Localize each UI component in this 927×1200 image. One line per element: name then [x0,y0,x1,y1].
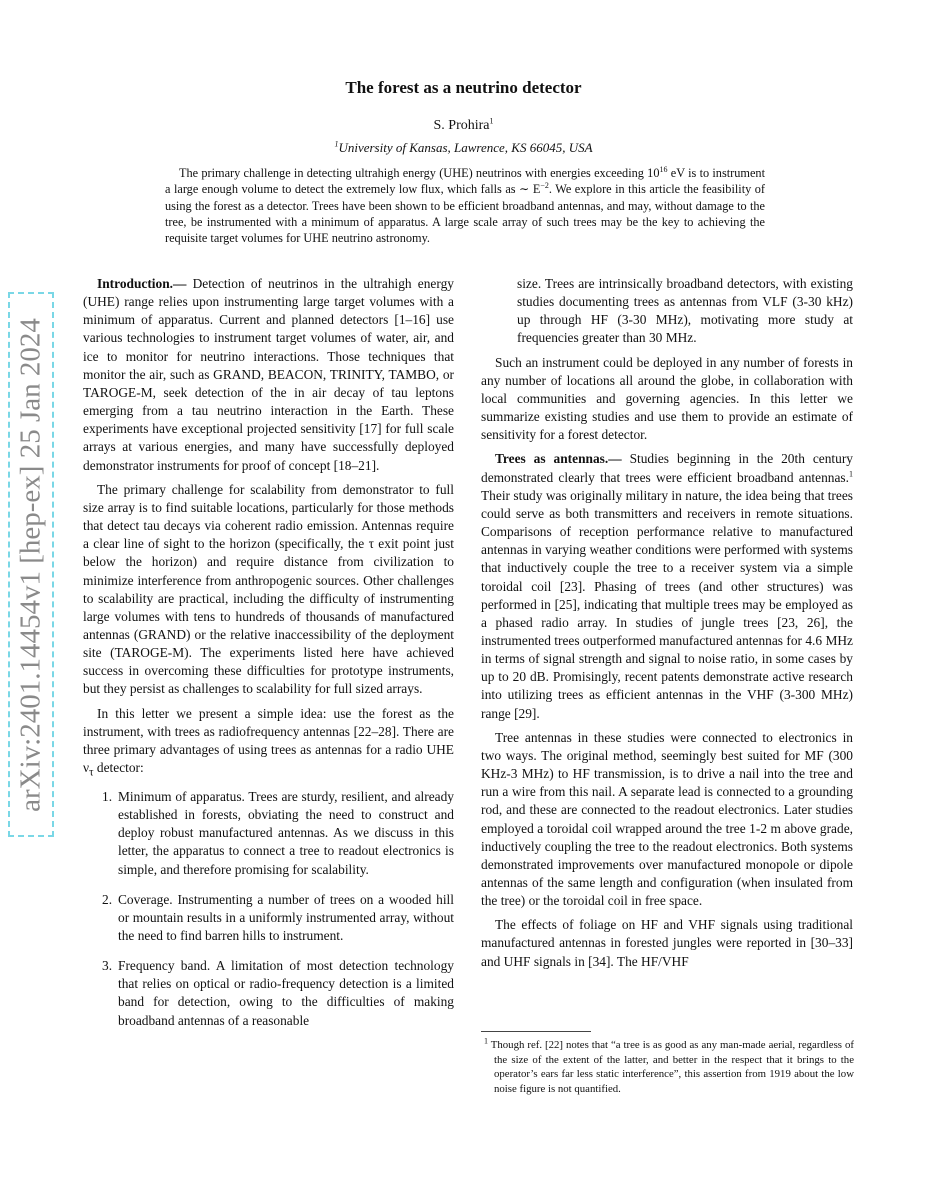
abstract-exponent-2: −2 [540,181,549,191]
footnote-rule [481,1031,591,1032]
paper-title: The forest as a neutrino detector [345,78,582,97]
trees-paragraph [481,450,853,722]
intro-run-in-head: Introduction.— [97,276,187,291]
right-column [481,275,853,971]
footnote-ref: 1 [849,469,853,479]
list-item-number: 2. [102,891,113,907]
list-item-text: Minimum of apparatus. Trees are sturdy, resilient, and already established in forests, obviating the need to construct and deploy robust manufactured antennas. As we discuss in this letter, the apparatus to connect a tree to readout electronics is simple, and therefore promising for scalability. [118,788,454,877]
affiliation [0,140,927,156]
affil-mark: 1 [334,139,339,149]
footnote-body: Though ref. [22] notes that “a tree is as good as any man-made aerial, regardless of the size of the extent of the latter, and better in the respect that it brings to the operator’s ears far less static interference”, this assertion from 1919 about the low noise figure is not quantified. [488,1039,854,1095]
list-item-text: Coverage. Instrumenting a number of trees on a wooded hill or mountain results in a uniformly instrumented array, without the need to find barren hills to instrument. [118,891,454,943]
trees-text-b: Their study was originally military in nature, the idea being that trees could serve as both transmitters and receivers in remote situations. Comparisons of reception performance relative to manufactured antennas in varying weather conditions were performed with systems that inductively couple the tree to a receiver system via a simple toroidal coil [23]. Phasing of trees (and other structures) was performed in [25], indicating that multiple trees may be employed as a phased radio array. In studies of jungle trees [23, 26], the instrumented trees outperformed manufactured antennas for 4.6 MHz in terms of signal strength and signal to noise ratio, in some cases by up to 20 dB. Promisingly, recent patents demonstrate active research into utilizing trees as efficient antennas in the VHF (3-300 MHz) range [29]. [481,487,853,721]
author-name: S. Prohira [433,118,490,133]
intro-paragraph [83,275,454,475]
trees-run-in-head: Trees as antennas.— [495,451,622,467]
list-item [83,957,454,1030]
arxiv-sidebar-stamp [8,292,54,837]
abstract [165,165,765,246]
deployment-paragraph: Such an instrument could be deployed in any number of forests in any number of locations all around the globe, in collaboration with local communities and governing agencies. In this letter we summarize existing studies and use them to provide an estimate of sensitivity for a forest detector. [481,354,853,443]
challenge-paragraph: The primary challenge for scalability from demonstrator to full size array is to find suitable locations, particularly for those methods that detect tau decays via coherent radio emission. Antennas require a clear line of sight to the horizon (specifically, the τ exit point just below the horizon) and require distance from civilization to minimize interference from anthropogenic sources. Other challenges to scalability are practical, including the difficulty of instrumenting large volumes with tens to hundreds of thousands of manufactured antennas (GRAND) or the relative inaccessibility of the deployment site (TAROGE-M). The experiments listed here have achieved success in overcoming these difficulties for prototype instruments, but they persist as challenges to scalability for full sized arrays. [83,481,454,697]
proposal-end: detector: [93,760,144,776]
list-item-text: Frequency band. A limitation of most detection technology that relies on optical or radio-frequency detection is a limited band for detection, owing to the difficulties of making broadband antennas of a reasonable [118,958,454,1028]
arxiv-identifier: arXiv:2401.14454v1 [hep-ex] 25 Jan 2024 [14,317,47,812]
list-item [83,891,454,945]
footnote-mark: 1 [484,1036,488,1046]
list-item-number: 1. [102,788,113,804]
advantages-list [83,788,454,1030]
abstract-exponent: 16 [659,164,668,174]
abstract-part-b: eV is to instrument a large enough volume to detect the extremely low flux, which falls as ∼ E [165,166,765,197]
footnote-text [484,1038,854,1096]
abstract-part-a: The primary challenge in detecting ultrahigh energy (UHE) neutrinos with energies exceeding 10 [179,166,660,180]
list-item [83,788,454,879]
proposal-text: In this letter we present a simple idea: use the forest as the instrument, with trees as radiofrequency antennas [22–28]. There are three primary advantages of using trees as antennas for a radio UHE ν [83,705,454,776]
intro-text: Detection of neutrinos in the ultrahigh energy (UHE) range relies upon instrumenting large target volumes with a minimum of apparatus. Current and planned detectors [1–16] use various technologies to instrument target volumes of water, air, and ice to monitor for neutrino interactions. Those techniques that monitor the air, such as GRAND, BEACON, TRINITY, TAMBO, or TAROGE-M, seek detection of the in air decay of tau leptons emerging from a tau neutrino interaction in the Earth. These experiments have exceptional projected sensitivity [17] for full scale arrays at various energies, and many have successfully deployed demonstrator instruments for proof of concept [18–21]. [83,276,454,473]
footnote [484,1038,854,1096]
list-item-continuation: size. Trees are intrinsically broadband detectors, with existing studies documenting trees as antennas from VLF (3-30 kHz) up through HF (3-30 MHz), motivating more study at frequencies greater than 30 MHz. [517,276,853,346]
affiliation-text: University of Kansas, Lawrence, KS 66045, USA [338,140,593,155]
tau-subscript: τ [89,766,94,779]
author-line [0,118,927,134]
author-affil-mark: 1 [489,116,494,126]
left-column [83,275,454,1030]
trees-text-a: Studies beginning in the 20th century demonstrated clearly that trees were efficient broadband antennas. [481,451,853,485]
connection-paragraph: Tree antennas in these studies were connected to electronics in two ways. The original method, seemingly best suited for MF (300 KHz-3 MHz) to HF transmission, is to drive a nail into the tree and run a wire from this nail. A separate lead is connected to a grounding rod, and these are connected to the readout electronics. Later studies employed a toroidal coil wrapped around the tree 1-2 m above grade, inductively coupling the tree to the readout electronics. Both systems demonstrated improvements over manufactured monopole or dipole antennas of the same length and configuration (when insulated from the tree) or the toroidal coil in free space. [481,729,853,909]
list-item-number: 3. [102,958,113,974]
foliage-paragraph: The effects of foliage on HF and VHF signals using traditional manufactured antennas in forested jungles were reported in [30–33] and UHF signals in [34]. The HF/VHF [481,917,853,969]
proposal-paragraph [83,705,454,782]
abstract-part-c: . We explore in this article the feasibility of using the forest as a detector. Trees have been shown to be efficient broadband antennas, and may, without damage to the tree, be instrumented with a minimum of apparatus. A large scale array of such trees may be the key to achieving the requisite target volumes for UHE neutrino astronomy. [165,182,765,246]
